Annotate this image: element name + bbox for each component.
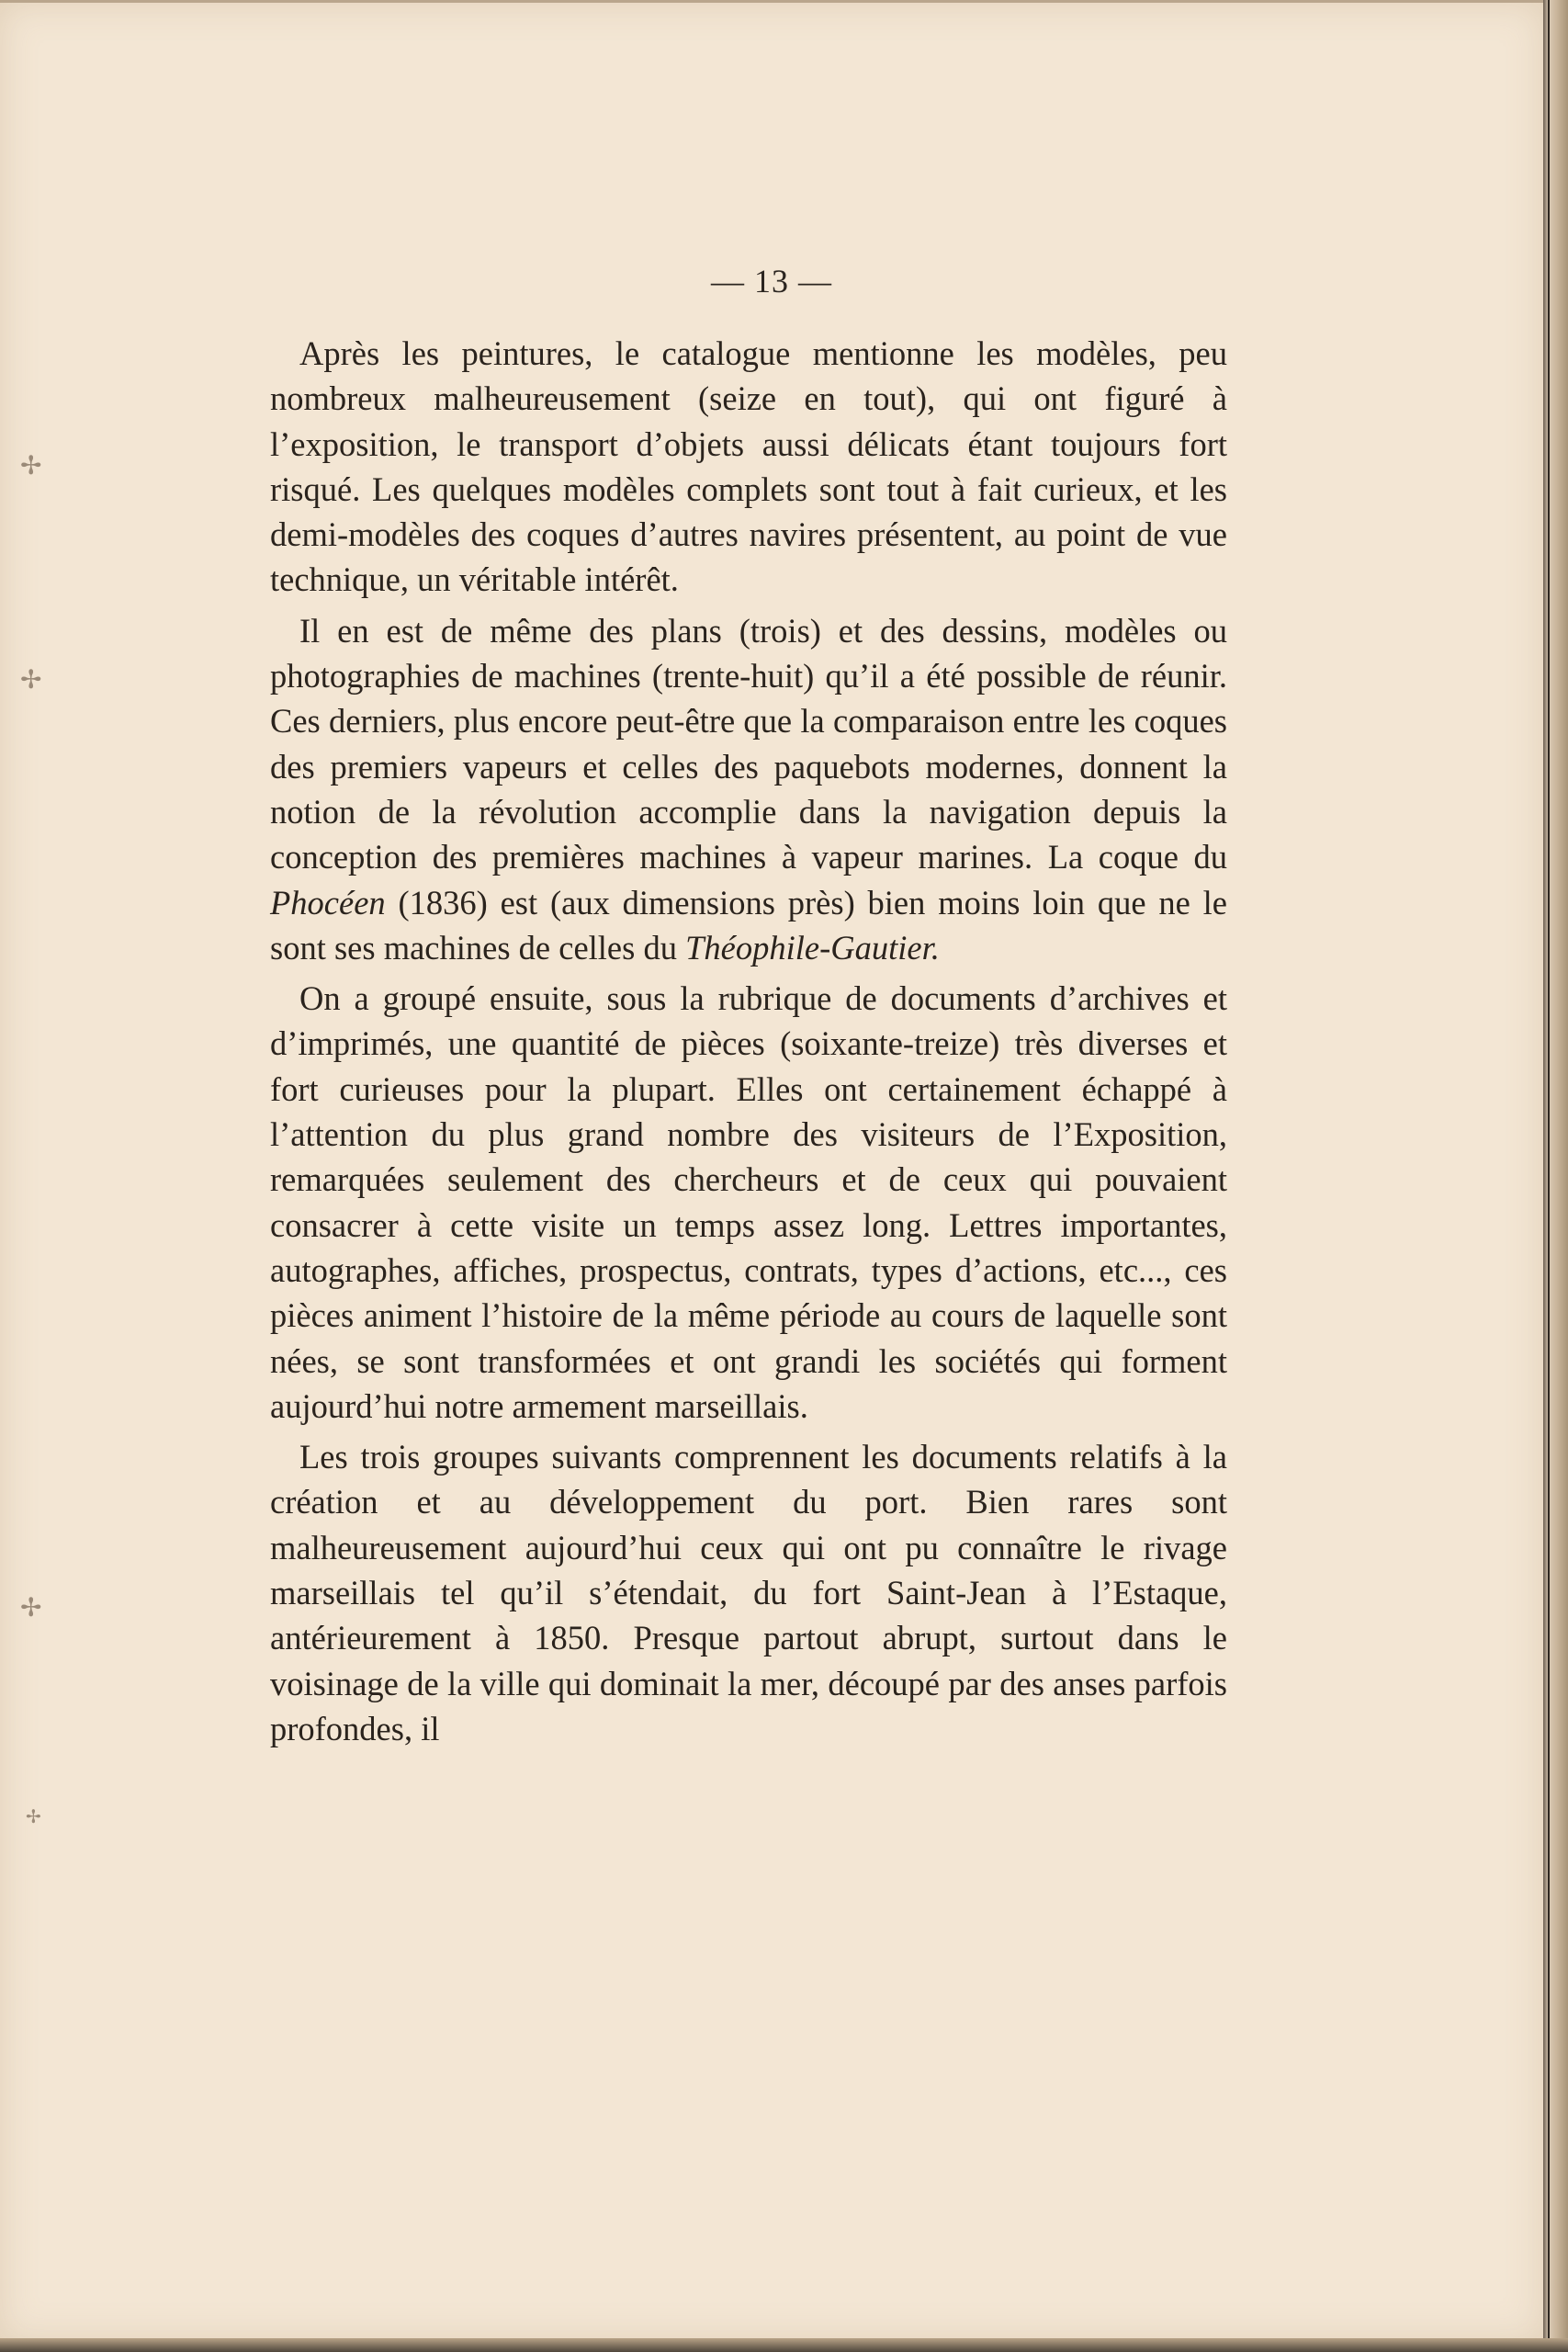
paragraph [270,608,1227,970]
italic-ship-name: Théophile-Gautier. [685,928,940,967]
text-segment: Après les peintures, le catalogue mentionne les modèles, peu nombreux malheureusement (seize en tout), qui ont figuré à l’exposition, le transport d’objets aussi délicats étant toujours fort risqué. Les quelques modèles complets sont tout à fait curieux, et les demi-modèles des coques d’autres navires présentent, au point de vue technique, un véritable intérêt. [270,334,1227,599]
paragraph [270,976,1227,1429]
text-segment: (1836) est (aux dimensions près) bien moins loin que ne le sont ses machines de celles du [270,883,1227,967]
paragraph [270,331,1227,603]
text-segment: Les trois groupes suivants comprennent les documents relatifs à la création et au développement du port. Bien rares sont malheureusement aujourd’hui ceux qui ont pu connaître le rivage marseillais tel qu’il s’étendait, du fort Saint-Jean à l’Estaque, antérieurement à 1850. Presque partout abrupt, surtout dans le voisinage de la ville qui dominait la mer, découpé par des anses parfois profondes, il [270,1438,1227,1747]
text-segment: On a groupé ensuite, sous la rubrique de documents d’archives et d’imprimés, une quantité de pièces (soixante-treize) très diverses et fort curieuses pour la plupart. Elles ont certainement échappé à l’attention du plus grand nombre des visiteurs de l’Exposition, remarquées seulement des chercheurs et de ceux qui pouvaient consacrer à cette visite un temps assez long. Lettres importantes, autographes, affiches, prospectus, contrats, types d’actions, etc..., ces pièces animent l’histoire de la même période au cours de laquelle sont nées, se sont transformées et ont grandi les sociétés qui forment aujourd’hui notre armement marseillais. [270,979,1227,1425]
body-text [270,331,1227,1757]
margin-mark: ✢ [26,1805,41,1827]
paragraph [270,1434,1227,1751]
page-edge [1543,0,1568,2352]
margin-mark: ✢ [20,450,42,481]
page-number: — 13 — [711,263,832,300]
margin-mark: ✢ [20,664,42,695]
page-bottom-edge [0,2338,1568,2352]
margin-mark: ✢ [20,1592,42,1623]
text-segment: Il en est de même des plans (trois) et des dessins, modèles ou photographies de machines (trente-huit) qu’il a été possible de réunir. Ces derniers, plus encore peut-être que la comparaison entre les coques des premiers vapeurs et celles des paquebots modernes, donnent la notion de la révolution accomplie dans la navigation depuis la conception des premières machines à vapeur marines. La coque du [270,611,1227,876]
italic-ship-name: Phocéen [270,883,386,922]
